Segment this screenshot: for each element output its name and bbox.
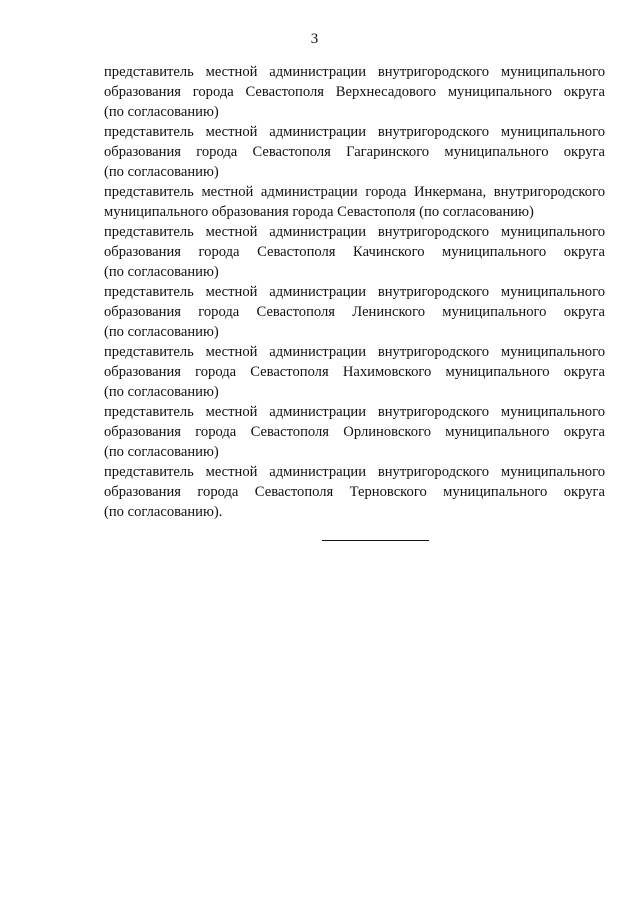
entry-line: (по согласованию): [104, 444, 219, 460]
entry-line: (по согласованию): [104, 264, 219, 280]
entry-line: (по согласованию): [104, 384, 219, 400]
entry-ternovsky: [104, 462, 605, 522]
entry-line: образования города Севастополя Качинского муниципального округа: [104, 244, 605, 260]
entry-kachinsky: [104, 222, 605, 282]
entry-verkhnesadovy: [104, 62, 605, 122]
entry-line: (по согласованию).: [104, 504, 223, 520]
entry-line: образования города Севастополя Терновского муниципального округа: [104, 484, 605, 500]
entry-line: (по согласованию): [104, 164, 219, 180]
entry-line: образования города Севастополя Верхнесадового муниципального округа: [104, 84, 605, 100]
entry-leninsky: [104, 282, 605, 342]
entry-line: образования города Севастополя Ленинского муниципального округа: [104, 304, 605, 320]
entry-line: муниципального образования города Севастополя (по согласованию): [104, 204, 534, 220]
entry-line: представитель местной администрации внутригородского муниципального: [104, 344, 605, 360]
entry-line: образования города Севастополя Орлиновского муниципального округа: [104, 424, 605, 440]
entry-line: представитель местной администрации внутригородского муниципального: [104, 224, 605, 240]
entry-gagarinsky: [104, 122, 605, 182]
entry-line: (по согласованию): [104, 104, 219, 120]
entry-line: (по согласованию): [104, 324, 219, 340]
entry-orlinovsky: [104, 402, 605, 462]
entry-line: представитель местной администрации внутригородского муниципального: [104, 404, 605, 420]
entry-line: образования города Севастополя Гагаринского муниципального округа: [104, 144, 605, 160]
entry-line: образования города Севастополя Нахимовского муниципального округа: [104, 364, 605, 380]
entry-inkerman: [104, 182, 605, 222]
entry-line: представитель местной администрации внутригородского муниципального: [104, 124, 605, 140]
closing-separator-line: [322, 540, 429, 541]
entry-line: представитель местной администрации города Инкермана, внутригородского: [104, 184, 605, 200]
page-number: 3: [310, 31, 319, 47]
entry-line: представитель местной администрации внутригородского муниципального: [104, 464, 605, 480]
document-body: [104, 62, 605, 522]
entry-nakhimovsky: [104, 342, 605, 402]
entry-line: представитель местной администрации внутригородского муниципального: [104, 284, 605, 300]
entry-line: представитель местной администрации внутригородского муниципального: [104, 64, 605, 80]
